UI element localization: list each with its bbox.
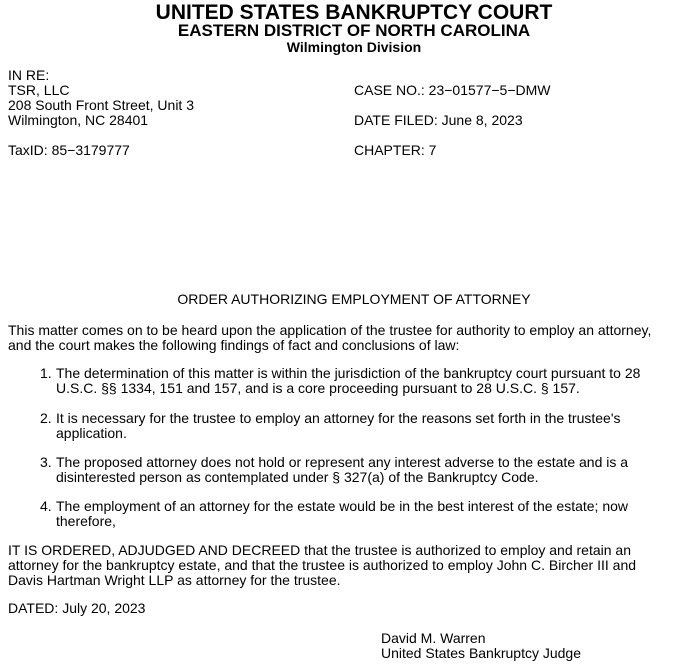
debtor-address-line1: 208 South Front Street, Unit 3 bbox=[8, 97, 194, 113]
finding-text: The employment of an attorney for the estate would be in the best interest of the estate; now bbox=[56, 498, 629, 514]
finding-item bbox=[40, 366, 680, 396]
intro-line: and the court makes the following findings of fact and conclusions of law: bbox=[8, 337, 460, 353]
order-title: ORDER AUTHORIZING EMPLOYMENT OF ATTORNEY bbox=[177, 291, 531, 307]
decree-line: IT IS ORDERED, ADJUDGED AND DECREED that the trustee is authorized to employ and retain an bbox=[8, 542, 631, 558]
date-filed: DATE FILED: June 8, 2023 bbox=[354, 112, 523, 128]
dated-line: DATED: July 20, 2023 bbox=[8, 600, 146, 616]
finding-text: U.S.C. §§ 1334, 151 and 157, and is a core proceeding pursuant to 28 U.S.C. § 157. bbox=[56, 380, 580, 396]
in-re-label: IN RE: bbox=[8, 67, 50, 83]
finding-text: therefore, bbox=[56, 513, 116, 529]
intro-line: This matter comes on to be heard upon the application of the trustee for authority to employ an attorney, bbox=[8, 322, 652, 338]
finding-text: The proposed attorney does not hold or represent any interest adverse to the estate and is a bbox=[56, 454, 629, 470]
decree-paragraph bbox=[8, 543, 684, 588]
judge-name: David M. Warren bbox=[381, 630, 486, 646]
decree-line: Davis Hartman Wright LLP as attorney for the trustee. bbox=[8, 572, 341, 588]
decree-line: attorney for the bankruptcy estate, and that the trustee is authorized to employ John C. Bircher III and bbox=[8, 557, 637, 573]
finding-number: 2. bbox=[40, 410, 52, 426]
finding-item bbox=[40, 499, 680, 529]
finding-item bbox=[40, 455, 680, 485]
debtor-taxid: TaxID: 85−3179777 bbox=[8, 142, 130, 158]
finding-text: application. bbox=[56, 425, 127, 441]
finding-text: disinterested person as contemplated under § 327(a) of the Bankruptcy Code. bbox=[56, 469, 539, 485]
debtor-name: TSR, LLC bbox=[8, 82, 70, 98]
chapter: CHAPTER: 7 bbox=[354, 142, 437, 158]
finding-number: 4. bbox=[40, 498, 52, 514]
finding-number: 3. bbox=[40, 454, 52, 470]
finding-item bbox=[40, 411, 680, 441]
intro-paragraph bbox=[8, 323, 684, 353]
judge-title: United States Bankruptcy Judge bbox=[381, 645, 582, 661]
finding-number: 1. bbox=[40, 365, 52, 381]
finding-text: It is necessary for the trustee to employ an attorney for the reasons set forth in the trustee's bbox=[56, 410, 621, 426]
debtor-address-line2: Wilmington, NC 28401 bbox=[8, 112, 149, 128]
district-name: EASTERN DISTRICT OF NORTH CAROLINA bbox=[177, 21, 531, 40]
case-number: CASE NO.: 23−01577−5−DMW bbox=[354, 82, 551, 98]
division-name: Wilmington Division bbox=[286, 39, 422, 55]
court-name: UNITED STATES BANKRUPTCY COURT bbox=[155, 1, 553, 24]
finding-text: The determination of this matter is within the jurisdiction of the bankruptcy court pursuant to 28 bbox=[56, 365, 641, 381]
